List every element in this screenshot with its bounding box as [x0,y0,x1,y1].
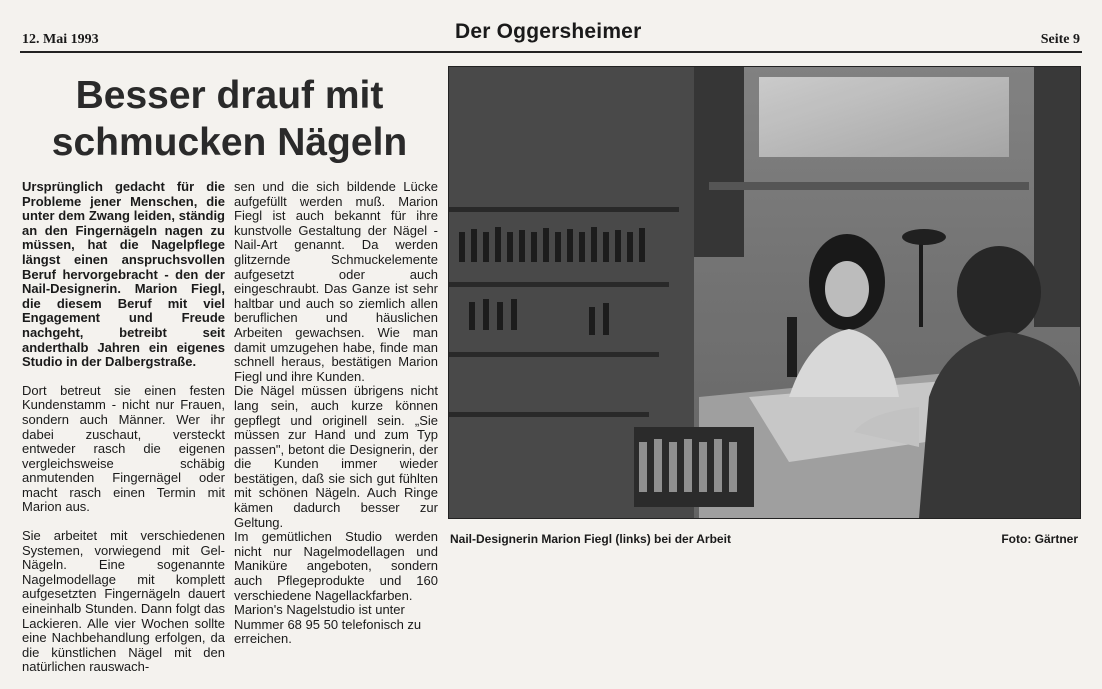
page-number: Seite 9 [1040,32,1080,47]
article-headline [22,72,437,166]
article-paragraph: Sie arbeitet mit verschiedenen Systemen, vorwiegend mit Gel-Nägeln. Eine sogenannte Nagelmodellage mit komplett aufgesetzten Fingernägeln dauert eineinhalb Stunden. Dann folgt das Lackieren. Alle vier Wochen sollte eine Nachbehandlung erfolgen, da die künstlichen Nägel mit den natürlichen rauswach- [22,528,225,675]
issue-date: 12. Mai 1993 [22,32,99,47]
photo-caption: Nail-Designerin Marion Fiegl (links) bei der Arbeit [450,532,731,546]
article-paragraph: Marion's Nagelstudio ist unter Nummer 68 95 50 telefonisch zu erreichen. [234,602,422,647]
article-paragraph: sen und die sich bildende Lücke aufgefüllt werden muß. Marion Fiegl ist auch bekannt für ihre kunstvolle Gestaltung der Nägel - Nail-Art genannt. Da werden glitzernde Schmuckelemente aufgesetzt oder auch eingeschraubt. Das Ganze ist sehr haltbar und auch so ziemlich allen beruflichen und häuslichen Arbeiten gewachsen. Wie man damit umzugehen habe, finde man schnell heraus, bestätigen Marion Fiegl und ihre Kunden. [234,179,438,384]
headline-line-2: schmucken Nägeln [51,121,408,164]
headline-line-1: Besser drauf mit [75,74,384,117]
article-paragraph: Im gemütlichen Studio werden nicht nur Nagelmodellagen und Maniküre angeboten, sondern auch Pflegeprodukte und 160 verschiedene Nagellackfarben. [234,529,438,603]
article-paragraph: Dort betreut sie einen festen Kundenstamm - nicht nur Frauen, sondern auch Männer. Wer ihr dabei zuschaut, versteckt entweder rasch die eigenen vergleichsweise schäbig anmutenden Fingernägel oder macht rasch einen Termin mit Marion aus. [22,382,225,515]
newspaper-title: Der Oggersheimer [455,20,642,43]
article-column-1 [22,180,225,689]
header-rule [20,51,1082,53]
article-column-2 [234,180,438,661]
nail-studio-photo [449,67,1080,518]
article-lead: Ursprünglich gedacht für die Probleme jener Menschen, die unter dem Zwang leiden, ständig an den Fingernägeln nagen zu müssen, hat die Nagelpflege längst einen anspruchsvollen Beruf hervorgebracht - den der Nail-Designerin. Marion Fiegl, die diesem Beruf mit viel Engagement und Freude nachgeht, betreibt seit anderthalb Jahren ein eigenes Studio in der Dalbergstraße. [22,179,225,370]
photo-credit: Foto: Gärtner [1001,532,1078,546]
article-photo [448,66,1081,519]
article-paragraph: Die Nägel müssen übrigens nicht lang sein, auch kurze können gepflegt und originell sein. „Sie müssen zur Hand und zum Typ passen", betont die Designerin, der die Kunden immer wieder bestätigen, daß sie sich gut fühlten mit schönen Nägeln. Auch Ringe kämen dadurch besser zur Geltung. [234,383,438,530]
